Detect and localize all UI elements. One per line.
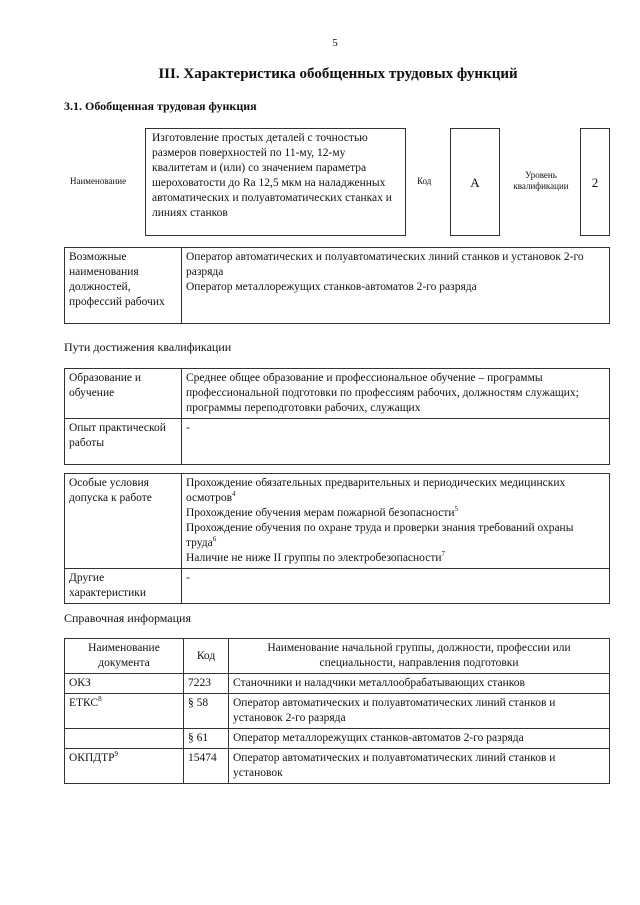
reference-table	[64, 638, 610, 784]
table-row	[65, 694, 610, 729]
position-item: Оператор металлорежущих станков-автоматов 2-го разряда	[186, 281, 477, 293]
condition-item: Прохождение обучения по охране труда и проверки знания требований охраны труда$^6$	[186, 522, 574, 549]
ref-doc: ОКПДТР$^9$	[65, 749, 184, 784]
condition-item: Прохождение обучения мерам пожарной безопасности$^5$	[186, 505, 459, 519]
ref-name: Станочники и наладчики металлообрабатывающих станков	[229, 674, 610, 694]
code-label: Код	[417, 176, 432, 186]
experience-value: -	[182, 419, 610, 465]
level-value: 2	[580, 128, 610, 236]
table-row	[65, 674, 610, 694]
name-label: Наименование	[70, 176, 127, 186]
table-row	[65, 749, 610, 784]
section-title: III. Характеристика обобщенных трудовых функций	[158, 66, 518, 82]
footnote-ref: 7	[441, 550, 446, 559]
paths-table	[64, 368, 610, 465]
condition-item: Прохождение обязательных предварительных и периодических медицинских осмотров$^4$	[186, 477, 566, 504]
ref-header-code: Код	[184, 639, 229, 674]
ref-doc: ЕТКС$^8$	[65, 694, 184, 729]
conditions-values	[182, 474, 610, 569]
subsection-title: 3.1. Обобщенная трудовая функция	[64, 99, 257, 113]
name-value: Изготовление простых деталей с точностью размеров поверхностей по 11-му, 12-му квалитетам и (или) со значением параметра шероховатости до Ra 12,5 мкм на наладженных автоматических и полуавтоматических станках и линиях станков	[145, 128, 406, 236]
ref-code: 15474	[184, 749, 229, 784]
ref-code: § 61	[184, 729, 229, 749]
other-value: -	[182, 569, 610, 604]
table-row	[65, 729, 610, 749]
footnote-ref: 5	[454, 505, 459, 514]
other-label: Другие характеристики	[65, 569, 182, 604]
ref-code: § 58	[184, 694, 229, 729]
conditions-label: Особые условия допуска к работе	[65, 474, 182, 569]
ref-name: Оператор металлорежущих станков-автоматов 2-го разряда	[229, 729, 610, 749]
positions-table	[64, 247, 610, 324]
level-label: Уровень квалификации	[513, 170, 569, 191]
condition-item: Наличие не ниже II группы по электробезопасности$^7$	[186, 550, 446, 564]
ref-doc	[65, 729, 184, 749]
footnote-ref: 6	[212, 535, 217, 544]
ref-header-name: Наименование начальной группы, должности, профессии или специальности, направления подготовки	[229, 639, 610, 674]
ref-name: Оператор автоматических и полуавтоматических линий станков и установок 2-го разряда	[229, 694, 610, 729]
positions-values	[182, 248, 610, 324]
code-value: А	[450, 128, 500, 236]
paths-title: Пути достижения квалификации	[64, 340, 232, 354]
ref-header-doc: Наименование документа	[65, 639, 184, 674]
experience-label: Опыт практической работы	[65, 419, 182, 465]
education-label: Образование и обучение	[65, 369, 182, 419]
positions-label: Возможные наименования должностей, профессий рабочих	[65, 248, 182, 324]
education-value: Среднее общее образование и профессиональное обучение – программы профессиональной подготовки по профессиям рабочих, должностям служащих; программы переподготовки рабочих, служащих	[182, 369, 610, 419]
ref-name: Оператор автоматических и полуавтоматических линий станков и установок	[229, 749, 610, 784]
page-number: 5	[332, 37, 338, 49]
conditions-table	[64, 473, 610, 604]
ref-code: 7223	[184, 674, 229, 694]
reference-title: Справочная информация	[64, 611, 191, 625]
position-item: Оператор автоматических и полуавтоматических линий станков и установок 2-го разряда	[186, 251, 584, 278]
ref-doc: ОКЗ	[65, 674, 184, 694]
footnote-ref: 4	[232, 490, 236, 499]
